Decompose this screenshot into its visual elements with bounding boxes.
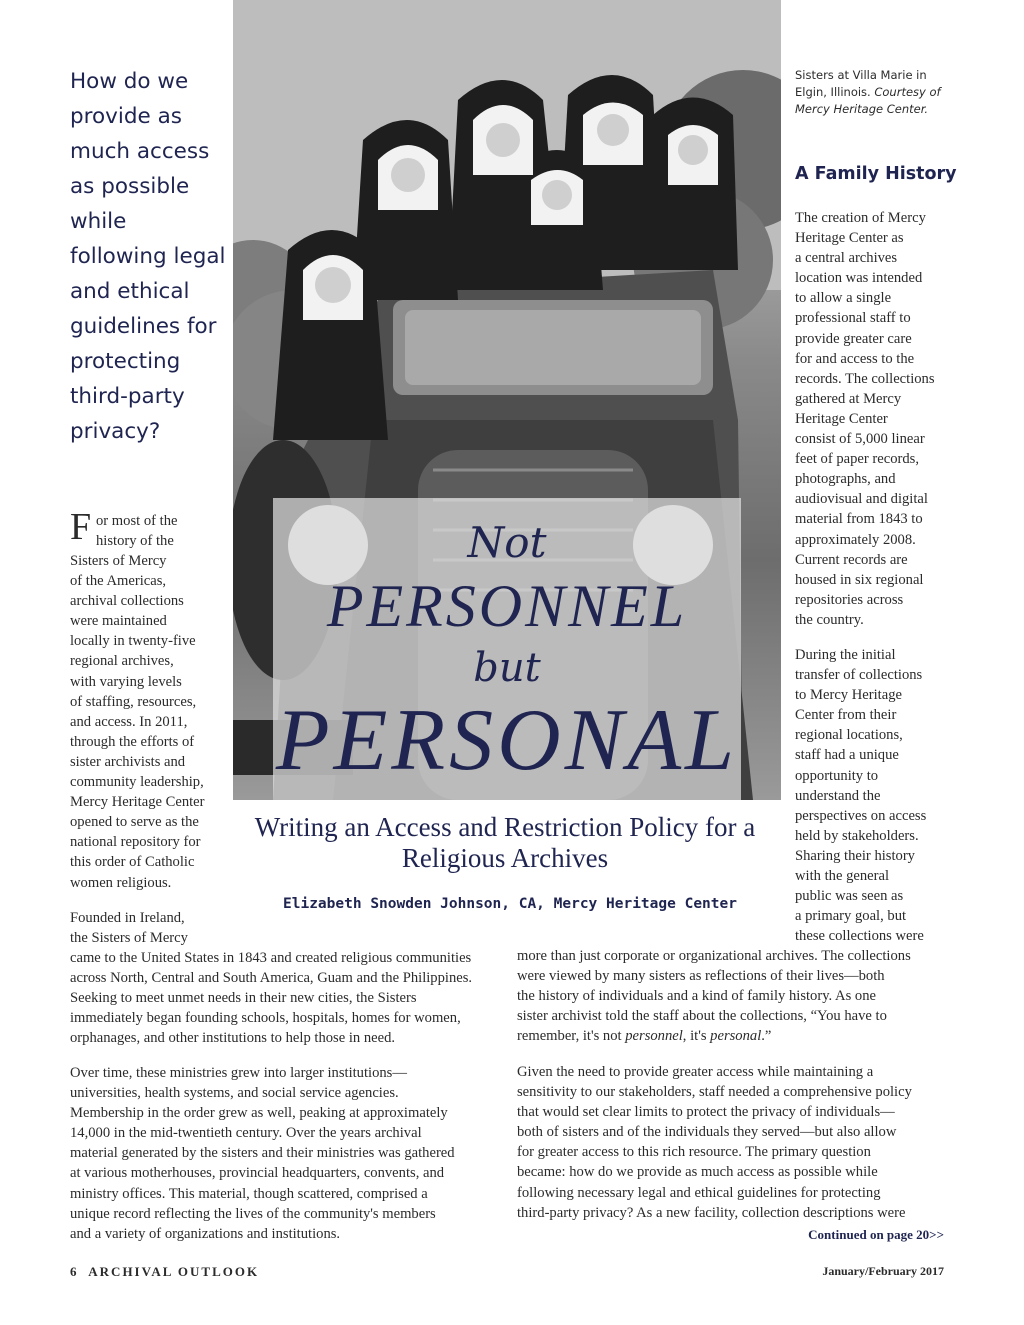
article-subtitle: Writing an Access and Restriction Policy for a Religious Archives bbox=[254, 812, 756, 873]
footer-issue-date: January/February 2017 bbox=[822, 1264, 944, 1278]
title-but: but bbox=[473, 645, 541, 691]
left-paragraph-2-start: Founded in Ireland, the Sisters of Mercy bbox=[70, 910, 188, 947]
caption-text: Sisters at Villa Marie in Elgin, Illinois. bbox=[795, 68, 927, 99]
continued-link[interactable]: Continued on page 20>> bbox=[808, 1227, 944, 1242]
footer-page-publication: 6 ARCHIVAL OUTLOOK bbox=[70, 1264, 260, 1279]
right-paragraph-3: Given the need to provide greater access while maintaining a sensitivity to our stakeholders, staff needed a comprehensive policy that would set clear limits to protect the privacy of individuals— both of sisters and of the individuals they served—but also allow for greater access to this rich resource. The primary question became: how do we provide as much access as possible while following necessary legal and ethical guidelines for protecting third-party privacy? As a new facility, collection descriptions were bbox=[517, 1064, 912, 1221]
left-paragraph-3: Over time, these ministries grew into larger institutions— universities, health systems, and social service agencies. Membership in the order grew as well, peaking at approximately 14,000 in the mid-twentieth century. Over the years archival material generated by the sisters and their ministries was gathered at various motherhouses, provincial headquarters, convents, and ministry offices. This material, though scattered, comprised a unique record reflecting the lives of the community's members and a variety of organizations and institutions. bbox=[70, 1065, 455, 1242]
title-personnel: PERSONNEL bbox=[326, 573, 688, 639]
caption-credit: Courtesy of Mercy Heritage Center. bbox=[795, 85, 941, 116]
right-paragraph-2 bbox=[517, 946, 947, 1046]
drop-cap: F bbox=[70, 506, 92, 548]
photo-caption bbox=[795, 67, 955, 118]
section-heading: A Family History bbox=[795, 164, 957, 184]
left-paragraph-2: came to the United States in 1843 and created religious communities across North, Central and South America, Guam and the Philippines. Seeking to meet unmet needs in their new cities, the Sisters immediately began founding schools, hospitals, homes for women, orphanages, and other institutions to help those in need. bbox=[70, 950, 473, 1047]
author-byline: Elizabeth Snowden Johnson, CA, Mercy Heritage Center bbox=[283, 896, 737, 912]
title-not: Not bbox=[467, 518, 547, 567]
right-p2-text-b: , it's bbox=[682, 1028, 711, 1045]
right-p2-em-2: personal bbox=[710, 1028, 762, 1045]
right-p2-text-a: more than just corporate or organizational archives. The collections were viewed by many sisters as reflections of their lives—both the history of individuals and a kind of family history. As one sister archivist told the staff about the collections, “You have to remember, it's not bbox=[517, 948, 911, 1045]
right-paragraph-1: The creation of Mercy Heritage Center as a central archives location was intended to allow a single professional staff to provide greater care for and access to the records. The collections gathered at Mercy Heritage Center consist of 5,000 linear feet of paper records, photographs, and audiovisual and digital material from 1843 to approximately 2008. Current records are housed in six regional repositories across the country. bbox=[795, 210, 935, 628]
left-paragraph-1: Sisters of Mercy of the Americas, archival collections were maintained locally in twenty-five regional archives, with varying levels of staffing, resources, and access. In 2011, through the efforts of sister archivists and community leadership, Mercy Heritage Center opened to serve as the national repository for this order of Catholic women religious. bbox=[70, 553, 205, 891]
right-p2-text-c: .” bbox=[761, 1028, 772, 1045]
pull-quote: How do we provide as much access as possible while following legal and ethical guidelines for protecting third-party privacy? bbox=[70, 69, 226, 444]
right-p2-em-1: personnel bbox=[625, 1028, 683, 1045]
left-paragraph-1-intro: or most of the history of the bbox=[96, 513, 178, 550]
title-personal: PERSONAL bbox=[275, 692, 739, 789]
right-paragraph-2-start: During the initial transfer of collections to Mercy Heritage Center from their regional locations, staff had a unique opportunity to understand the perspectives on access held by stakeholders. Sharing their history with the general public was seen as a primary goal, but these collections were bbox=[795, 647, 927, 945]
